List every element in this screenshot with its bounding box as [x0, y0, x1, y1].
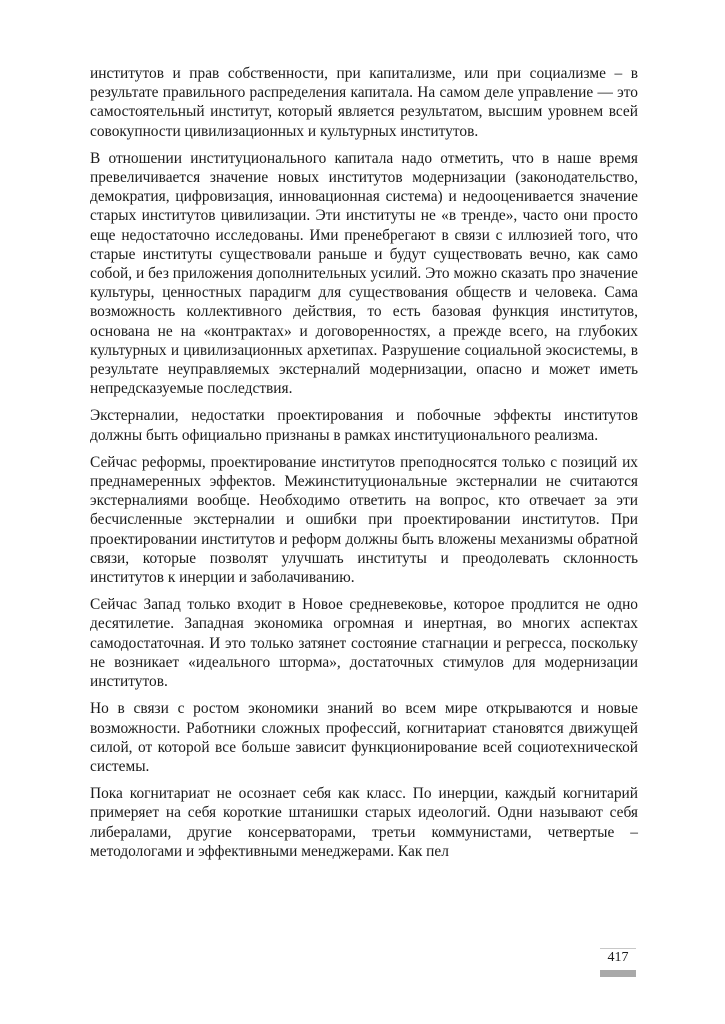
footer-rule — [600, 948, 636, 949]
page-footer — [600, 950, 636, 977]
paragraph-1: институтов и прав собственности, при капитализме, или при социализме – в результате правильного распределения капитала. На самом деле управление — это самостоятельный институт, который является результатом, высшим уровнем всей совокупности цивилизационных и культурных институтов. — [90, 65, 638, 140]
paragraph-4: Сейчас реформы, проектирование институтов преподносятся только с позиций их преднамеренных эффектов. Межинституциональные экстерналии не считаются экстерналиями вообще. Необходимо ответить на вопрос, кто отвечает за эти бесчисленные экстерналии и ошибки при проектировании институтов. При проектировании институтов и реформ должны быть вложены механизмы обратной связи, которые позволят улучшать институты и преодолевать склонность институтов к инерции и заболачиванию. — [90, 453, 638, 587]
paragraph-7: Пока когнитариат не осознает себя как класс. По инерции, каждый когнитарий примеряет на себя короткие штанишки старых идеологий. Одни называют себя либералами, другие консерваторами, третьи коммунистами, четвертые – методологами и эффективными менеджерами. Как пел — [90, 785, 638, 860]
paragraph-2: В отношении институционального капитала надо отметить, что в наше время превеличивается значение новых институтов модернизации (законодательство, демократия, цифровизация, инновационная система) и недооценивается значение старых институтов цивилизации. Эти институты не «в тренде», часто они просто еще недостаточно исследованы. Ими пренебрегают в связи с иллюзией того, что старые институты существовали раньше и будут существовать вечно, как само собой, и без приложения дополнительных усилий. Это можно сказать про значение культуры, ценностных парадигм для существования обществ и человека. Сама возможность коллективного действия, то есть базовая функция институтов, основана не на «контрактах» и договоренностях, а прежде всего, на глубоких культурных и цивилизационных архетипах. Разрушение социальной экосистемы, в результате неуправляемых экстерналий модернизации, опасно и может иметь непредсказуемые последствия. — [90, 149, 638, 398]
paragraph-3: Экстерналии, недостатки проектирования и побочные эффекты институтов должны быть официально признаны в рамках институционального реализма. — [90, 407, 638, 444]
page-number: 417 — [607, 950, 629, 965]
footer-bar — [600, 970, 636, 977]
paragraph-6: Но в связи с ростом экономики знаний во всем мире открываются и новые возможности. Работники сложных профессий, когнитариат становятся движущей силой, от которой все больше зависит функционирование всей социотехнической системы. — [90, 700, 638, 775]
body-text — [90, 64, 638, 869]
paragraph-5: Сейчас Запад только входит в Новое средневековье, которое продлится не одно десятилетие. Западная экономика огромная и инертная, во многих аспектах самодостаточная. И это только затянет состояние стагнации и регресса, поскольку не возникает «идеального шторма», достаточных стимулов для модернизации институтов. — [90, 596, 638, 691]
